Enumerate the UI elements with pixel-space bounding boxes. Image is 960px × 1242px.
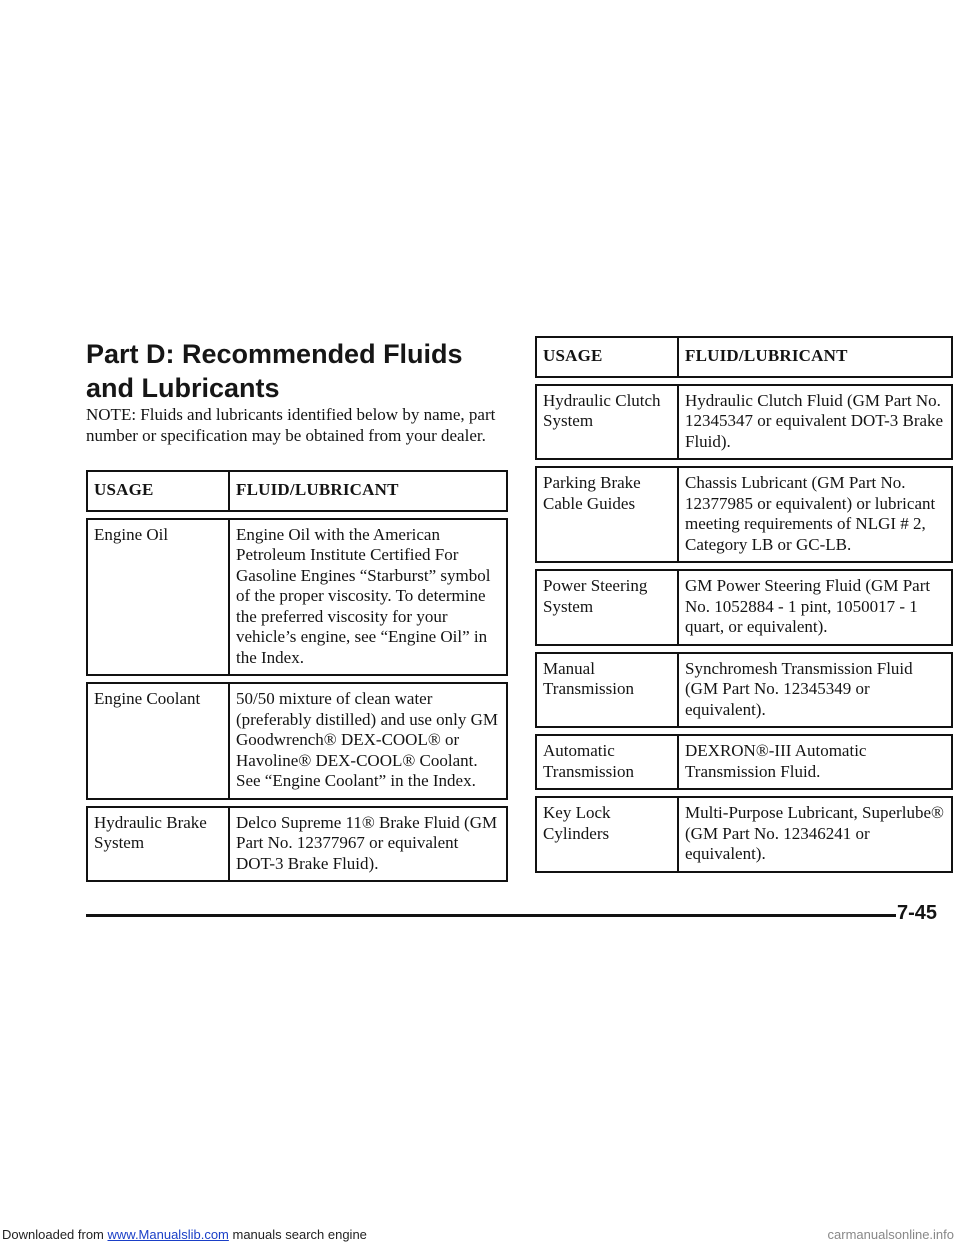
usage-cell: Hydraulic Clutch System bbox=[536, 385, 678, 460]
row-gap bbox=[87, 799, 507, 807]
usage-cell: Key Lock Cylinders bbox=[536, 797, 678, 872]
manualslib-link[interactable]: www.Manualslib.com bbox=[107, 1227, 229, 1242]
column-header-usage: USAGE bbox=[87, 471, 229, 511]
watermark-suffix: manuals search engine bbox=[228, 1227, 367, 1242]
table-row bbox=[87, 519, 507, 676]
usage-cell: Manual Transmission bbox=[536, 653, 678, 728]
column-header-usage: USAGE bbox=[536, 337, 678, 377]
carmanuals-watermark: carmanualsonline.info bbox=[827, 1227, 954, 1242]
fluid-cell: Engine Oil with the American Petroleum Institute Certified For Gasoline Engines “Starburst” symbol of the proper viscosity. To determine the preferred viscosity for your vehicle’s engine, see “Engine Oil” in the Index. bbox=[229, 519, 507, 676]
footer-rule bbox=[86, 914, 896, 917]
fluid-cell: GM Power Steering Fluid (GM Part No. 1052884 - 1 pint, 1050017 - 1 quart, or equivalent). bbox=[678, 570, 952, 645]
row-gap bbox=[87, 511, 507, 519]
usage-cell: Parking Brake Cable Guides bbox=[536, 467, 678, 562]
row-gap bbox=[536, 562, 952, 570]
section-note: NOTE: Fluids and lubricants identified below by name, part number or specification may be obtained from your dealer. bbox=[86, 405, 496, 445]
table-row bbox=[536, 735, 952, 789]
usage-cell: Engine Coolant bbox=[87, 683, 229, 799]
table-row bbox=[87, 683, 507, 799]
row-gap bbox=[536, 789, 952, 797]
fluid-cell: Chassis Lubricant (GM Part No. 12377985 or equivalent) or lubricant meeting requirements of NLGI # 2, Category LB or GC-LB. bbox=[678, 467, 952, 562]
row-gap bbox=[536, 645, 952, 653]
table-row bbox=[536, 653, 952, 728]
usage-cell: Engine Oil bbox=[87, 519, 229, 676]
fluid-cell: Synchromesh Transmission Fluid (GM Part No. 12345349 or equivalent). bbox=[678, 653, 952, 728]
table-row bbox=[536, 797, 952, 872]
row-gap bbox=[536, 377, 952, 385]
fluid-cell: Hydraulic Clutch Fluid (GM Part No. 12345347 or equivalent DOT-3 Brake Fluid). bbox=[678, 385, 952, 460]
fluid-cell: 50/50 mixture of clean water (preferably distilled) and use only GM Goodwrench® DEX-COOL® or Havoline® DEX-COOL® Coolant. See “Engine Coolant” in the Index. bbox=[229, 683, 507, 799]
fluid-cell: Delco Supreme 11® Brake Fluid (GM Part No. 12377967 or equivalent DOT-3 Brake Fluid). bbox=[229, 807, 507, 882]
table-row bbox=[87, 807, 507, 882]
table-row bbox=[536, 385, 952, 460]
column-header-fluid: FLUID/LUBRICANT bbox=[678, 337, 952, 377]
row-gap bbox=[87, 675, 507, 683]
usage-cell: Hydraulic Brake System bbox=[87, 807, 229, 882]
row-gap bbox=[536, 459, 952, 467]
table-row bbox=[536, 570, 952, 645]
fluids-table-right bbox=[535, 336, 953, 873]
table-header-row bbox=[87, 471, 507, 511]
table-header-row bbox=[536, 337, 952, 377]
download-watermark bbox=[0, 1227, 960, 1242]
usage-cell: Power Steering System bbox=[536, 570, 678, 645]
row-gap bbox=[536, 727, 952, 735]
fluids-table-left bbox=[86, 470, 508, 882]
fluid-cell: Multi-Purpose Lubricant, Superlube® (GM Part No. 12346241 or equivalent). bbox=[678, 797, 952, 872]
usage-cell: Automatic Transmission bbox=[536, 735, 678, 789]
column-header-fluid: FLUID/LUBRICANT bbox=[229, 471, 507, 511]
fluid-cell: DEXRON®-III Automatic Transmission Fluid. bbox=[678, 735, 952, 789]
page-number: 7-45 bbox=[897, 902, 938, 924]
watermark-prefix: Downloaded from bbox=[2, 1227, 108, 1242]
table-row bbox=[536, 467, 952, 562]
section-title: Part D: Recommended Fluids and Lubricants bbox=[86, 339, 463, 403]
